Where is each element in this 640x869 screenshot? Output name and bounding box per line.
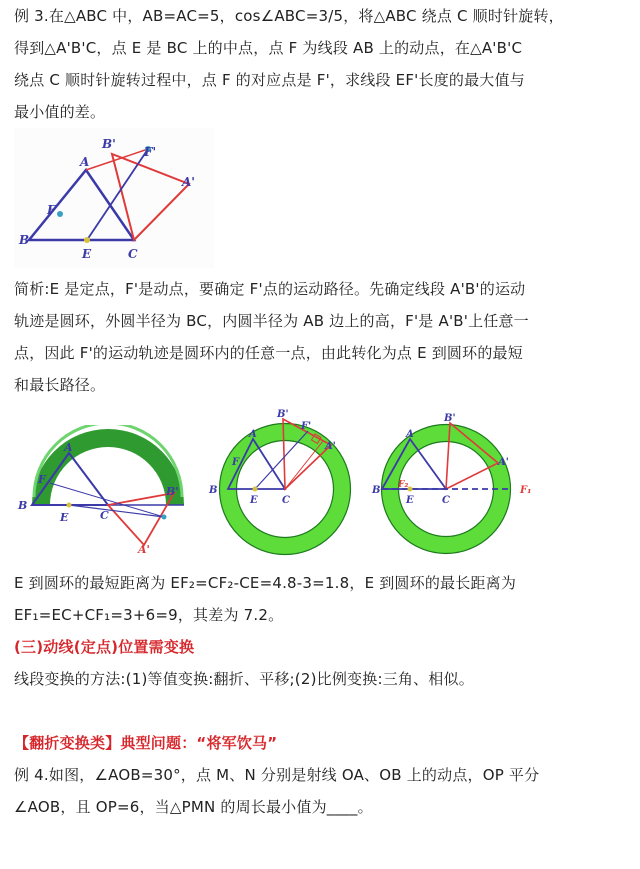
figure-rotation-triangles xyxy=(14,128,214,268)
section3-text: 线段变换的方法:(1)等值变换:翻折、平移;(2)比例变换:三角、相似。 xyxy=(14,670,474,688)
label-c-4: C xyxy=(442,495,450,506)
conclusion-line1: E 到圆环的最短距离为 EF₂=CF₂-CE=4.8-3=1.8，E 到圆环的最长距离为 xyxy=(14,574,517,592)
label-b-2: B xyxy=(18,499,28,512)
example3-line1: 例 3.在△ABC 中，AB=AC=5，cos∠ABC=3/5，将△ABC 绕点 C 顺时针旋转， xyxy=(14,7,564,25)
label-b-3: B xyxy=(209,485,218,496)
label-b-prime-3: B' xyxy=(277,409,289,420)
point-e xyxy=(84,237,90,243)
label-a-3: A xyxy=(249,429,257,440)
analysis-line3: 点，因此 F'的运动轨迹是圆环内的任意一点，由此转化为点 E 到圆环的最短 xyxy=(14,344,523,362)
label-a-prime-3: A' xyxy=(325,441,336,452)
label-e-2: E xyxy=(60,511,69,524)
label-c-2: C xyxy=(100,509,109,522)
label-a-2: A xyxy=(64,441,73,454)
label-b-4: B xyxy=(372,485,381,496)
example3-line4: 最小值的差。 xyxy=(14,103,106,121)
label-c: C xyxy=(128,247,138,261)
label-e-4: E xyxy=(406,495,414,506)
fold-heading: 【翻折变换类】典型问题：“将军饮马” xyxy=(14,734,278,752)
fold-line1: 例 4.如图，∠AOB=30°，点 M、N 分别是射线 OA、OB 上的动点，OP 平分 xyxy=(14,766,540,784)
section3-heading: (三)动线(定点)位置需变换 xyxy=(14,638,195,656)
label-a: A xyxy=(80,155,90,169)
label-f: F xyxy=(47,203,56,217)
figure-ring-rotation xyxy=(205,405,360,560)
label-f-prime: F' xyxy=(144,145,157,159)
label-e: E xyxy=(82,247,92,261)
label-c-3: C xyxy=(282,495,290,506)
label-b-prime-2: B' xyxy=(166,485,179,498)
label-e-3: E xyxy=(250,495,258,506)
point-f xyxy=(57,211,63,217)
label-a-prime-2: A' xyxy=(138,543,150,555)
half-ring xyxy=(32,429,184,505)
label-b: B xyxy=(19,233,30,247)
label-a-4: A xyxy=(406,429,414,440)
label-a-prime: A' xyxy=(182,175,195,189)
label-f2-4: F₂ xyxy=(398,480,409,490)
label-b-prime-4: B' xyxy=(444,413,456,424)
conclusion-line2: EF₁=EC+CF₁=3+6=9，其差为 7.2。 xyxy=(14,606,284,624)
analysis-line4: 和最长路径。 xyxy=(14,376,106,394)
label-f-2: F xyxy=(38,473,46,486)
figure-ring-extremes xyxy=(368,405,538,560)
analysis-line1: 简析:E 是定点，F'是动点，要确定 F'点的运动路径。先确定线段 A'B'的运动 xyxy=(14,280,526,298)
label-f1-4: F₁ xyxy=(520,485,532,496)
label-f-3: F xyxy=(232,457,240,468)
fold-line2: ∠AOB，且 OP=6，当△PMN 的周长最小值为____。 xyxy=(14,798,373,816)
figure-half-ring xyxy=(14,425,194,555)
example3-line3: 绕点 C 顺时针旋转过程中，点 F 的对应点是 F'，求线段 EF'长度的最大值与 xyxy=(14,71,525,89)
example3-line2: 得到△A'B'C，点 E 是 BC 上的中点，点 F 为线段 AB 上的动点，在△A'B'C xyxy=(14,39,523,57)
label-b-prime: B' xyxy=(102,137,116,151)
analysis-line2: 轨迹是圆环，外圆半径为 BC，内圆半径为 AB 边上的高，F'是 A'B'上任意一 xyxy=(14,312,529,330)
label-f-prime-3: F' xyxy=(301,421,312,432)
label-a-prime-4: A' xyxy=(498,457,509,468)
